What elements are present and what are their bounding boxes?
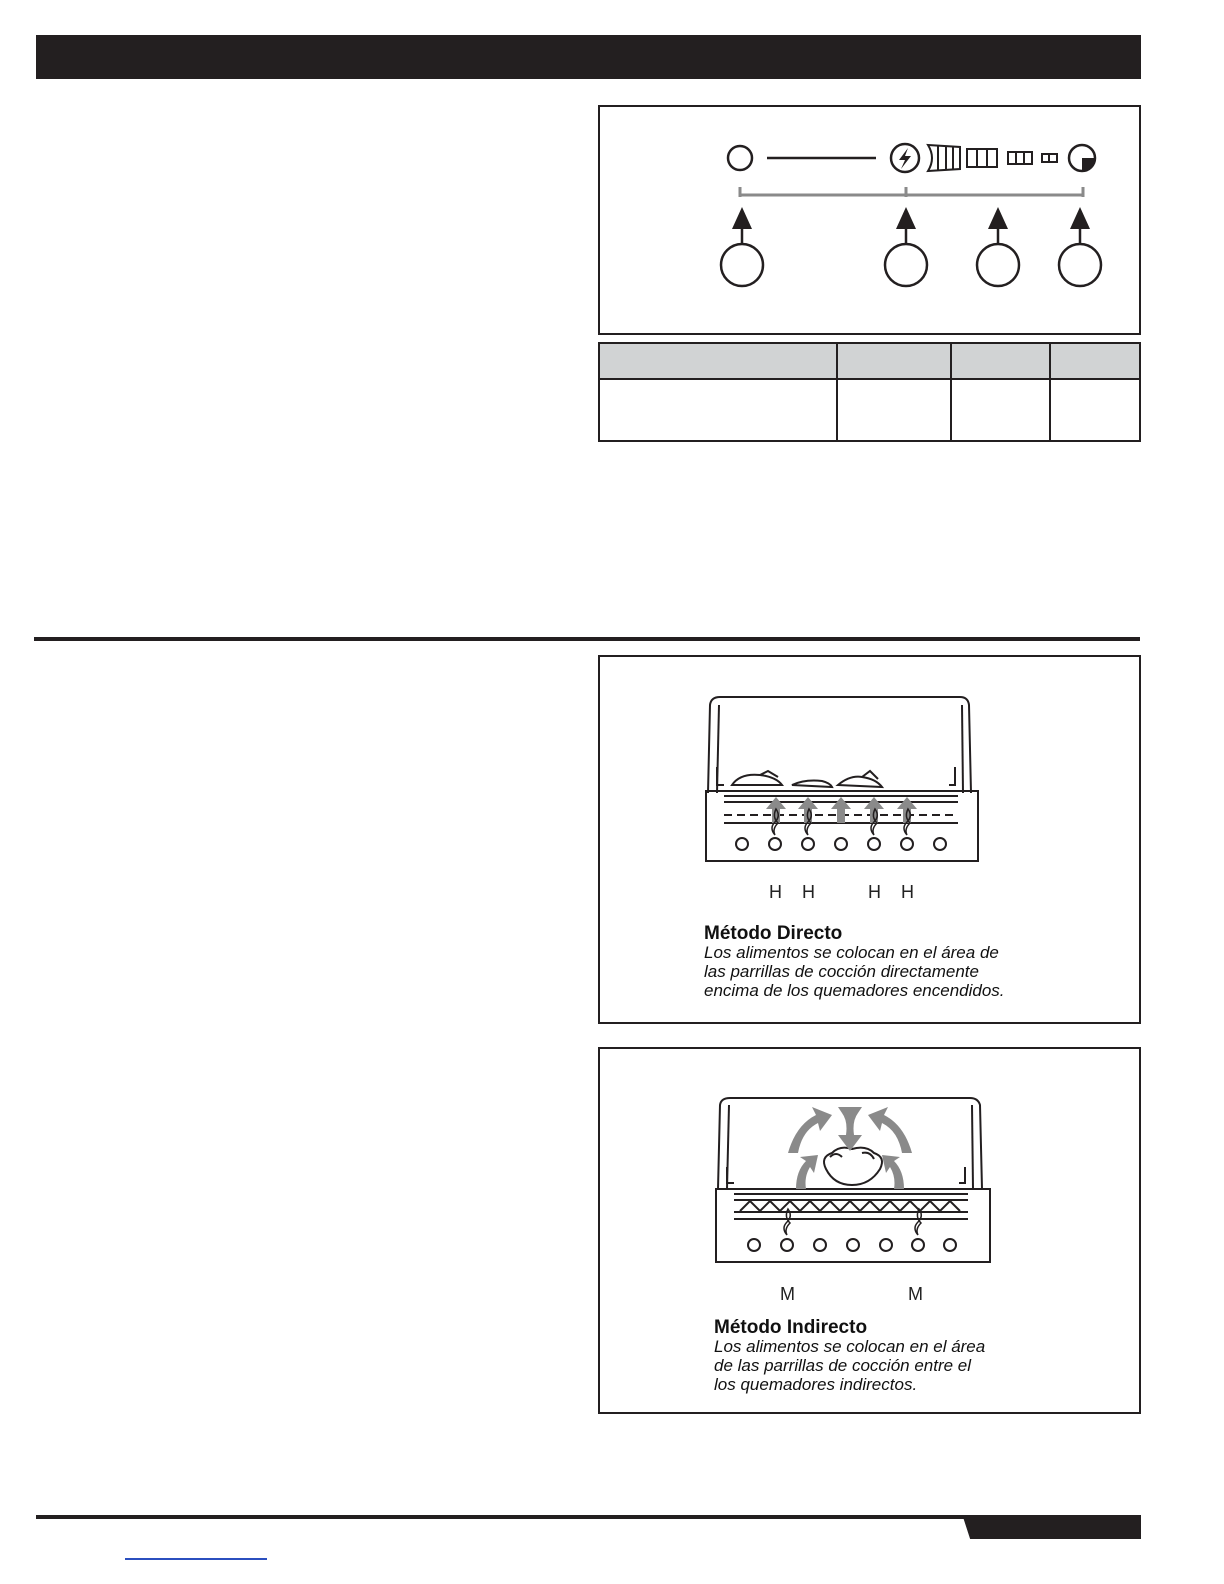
- arrow-up-icon: [896, 207, 916, 229]
- footer-page-tab: [963, 1517, 1141, 1539]
- direct-method-title: Método Directo: [704, 923, 843, 944]
- indirect-method-line-1: Los alimentos se colocan en el área: [714, 1337, 986, 1356]
- direct-method-line-2: las parrillas de cocción directamente: [704, 962, 979, 981]
- indirect-method-title: Método Indirecto: [714, 1317, 868, 1338]
- table-header-cell: [1050, 343, 1140, 379]
- section-divider: [34, 637, 1140, 641]
- direct-method-line-3: encima de los quemadores encendidos.: [704, 981, 1005, 1000]
- table-cell: [951, 379, 1050, 441]
- callout-3: [977, 207, 1019, 286]
- callout-2: [885, 207, 927, 286]
- table-header-row: [599, 343, 1140, 379]
- arrow-up-icon: [732, 207, 752, 229]
- burner-label-m1: M: [780, 1284, 795, 1304]
- footer-link-underline[interactable]: [125, 1558, 267, 1560]
- range-bracket: [740, 187, 1083, 197]
- direct-method-panel: [598, 655, 1141, 1024]
- table-cell: [1050, 379, 1140, 441]
- heat-arrows: [766, 797, 917, 823]
- table-cell: [837, 379, 951, 441]
- burner-label-m2: M: [908, 1284, 923, 1304]
- burner-label-h1: H: [769, 882, 782, 902]
- table-header-cell: [951, 343, 1050, 379]
- knob-diagram: [600, 107, 1139, 333]
- knob-diagram-panel: [598, 105, 1141, 335]
- table-header-cell: [599, 343, 837, 379]
- page-header-bar: [36, 35, 1141, 79]
- burner-label-h2: H: [802, 882, 815, 902]
- burner-label-h3: H: [868, 882, 881, 902]
- flame-high-to-low-icon: [928, 145, 1057, 171]
- callout-1: [721, 207, 763, 286]
- table-cell: [599, 379, 837, 441]
- off-circle-icon: [728, 146, 752, 170]
- table-header-cell: [837, 343, 951, 379]
- knob-settings-table: [598, 342, 1141, 442]
- indirect-method-line-2: de las parrillas de cocción entre el: [714, 1356, 972, 1375]
- direct-method-line-1: Los alimentos se colocan en el área de: [704, 943, 999, 962]
- indirect-method-line-3: los quemadores indirectos.: [714, 1375, 918, 1394]
- callout-4: [1059, 207, 1101, 286]
- table-row: [599, 379, 1140, 441]
- indirect-method-panel: [598, 1047, 1141, 1414]
- arrow-up-icon: [988, 207, 1008, 229]
- low-quarter-circle-icon: [1069, 145, 1095, 171]
- burner-label-h4: H: [901, 882, 914, 902]
- arrow-up-icon: [1070, 207, 1090, 229]
- ignition-bolt-icon: [891, 144, 919, 172]
